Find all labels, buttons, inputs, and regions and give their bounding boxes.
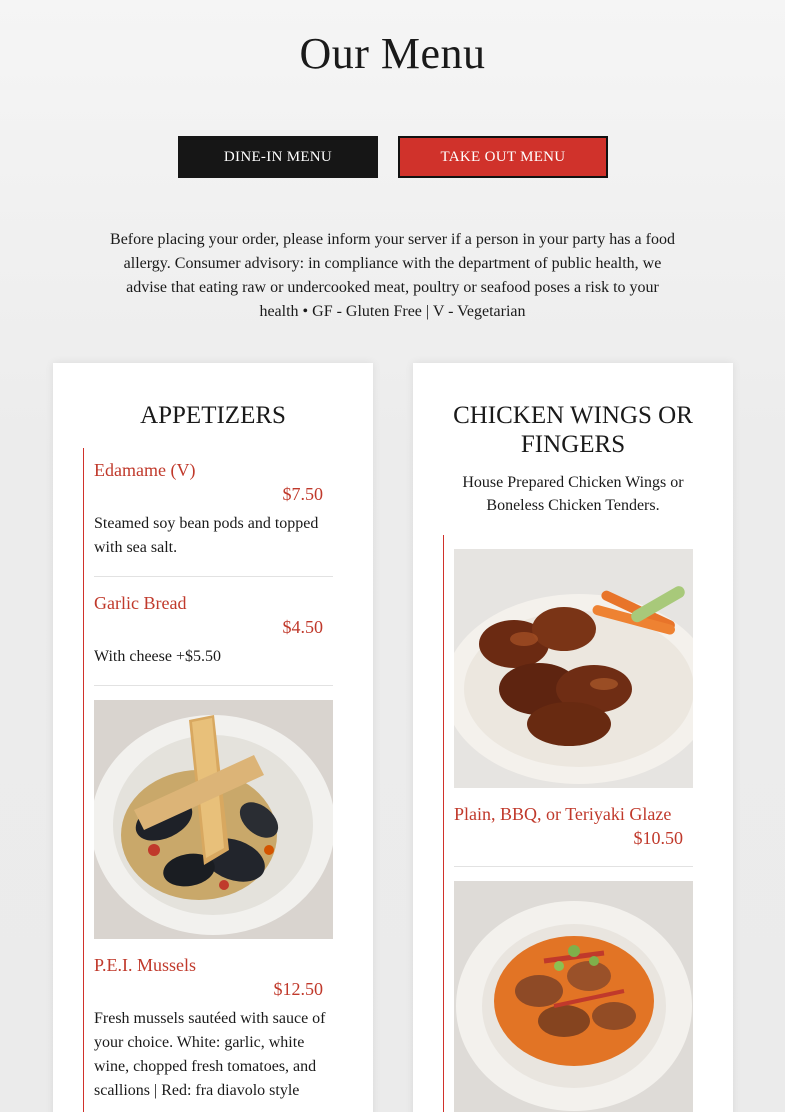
chicken-wings-photo [454,549,693,788]
tab-dine-in-menu[interactable]: DINE-IN MENU [178,136,378,178]
item-name: P.E.I. Mussels [94,955,197,975]
item-description: With cheese +$5.50 [94,648,222,665]
menu-item [454,549,693,867]
appetizers-card [53,363,373,1112]
item-price: $4.50 [282,617,323,637]
item-description: Fresh mussels sautéed with sauce of your choice. White: garlic, white wine, chopped fresh tomatoes, and scallions | Red: fra diavolo style [94,1010,326,1099]
item-description: Steamed soy bean pods and topped with sea salt. [94,515,319,556]
section-description: House Prepared Chicken Wings or Boneless Chicken Tenders. [462,474,684,514]
menu-item [94,458,333,577]
page-title: Our Menu [299,29,486,78]
section-title-chicken-wings: CHICKEN WINGS OR FINGERS [453,402,693,458]
menu-item [454,881,693,1112]
menu-item [94,700,333,1112]
item-name: Edamame (V) [94,460,196,480]
section-title-appetizers: APPETIZERS [140,402,286,429]
item-price: $10.50 [633,828,683,848]
item-name: Garlic Bread [94,593,187,613]
item-price: $12.50 [273,979,323,999]
tab-take-out-menu[interactable]: TAKE OUT MENU [398,136,608,178]
item-price: $7.50 [282,484,323,504]
mussels-photo [94,700,333,939]
item-name: Plain, BBQ, or Teriyaki Glaze [454,804,672,824]
wings-list [443,535,693,1112]
appetizers-list [83,448,333,1112]
boneless-chicken-photo [454,881,693,1112]
allergy-advisory: Before placing your order, please inform your server if a person in your party has a food allergy. Consumer advisory: in compliance with the department of public health, we advise that eating raw or undercooked meat, poultry or seafood poses a risk to your health • GF - Gluten Free | V - Vegetarian [110,231,675,320]
chicken-wings-card [413,363,733,1112]
menu-item [94,591,333,686]
